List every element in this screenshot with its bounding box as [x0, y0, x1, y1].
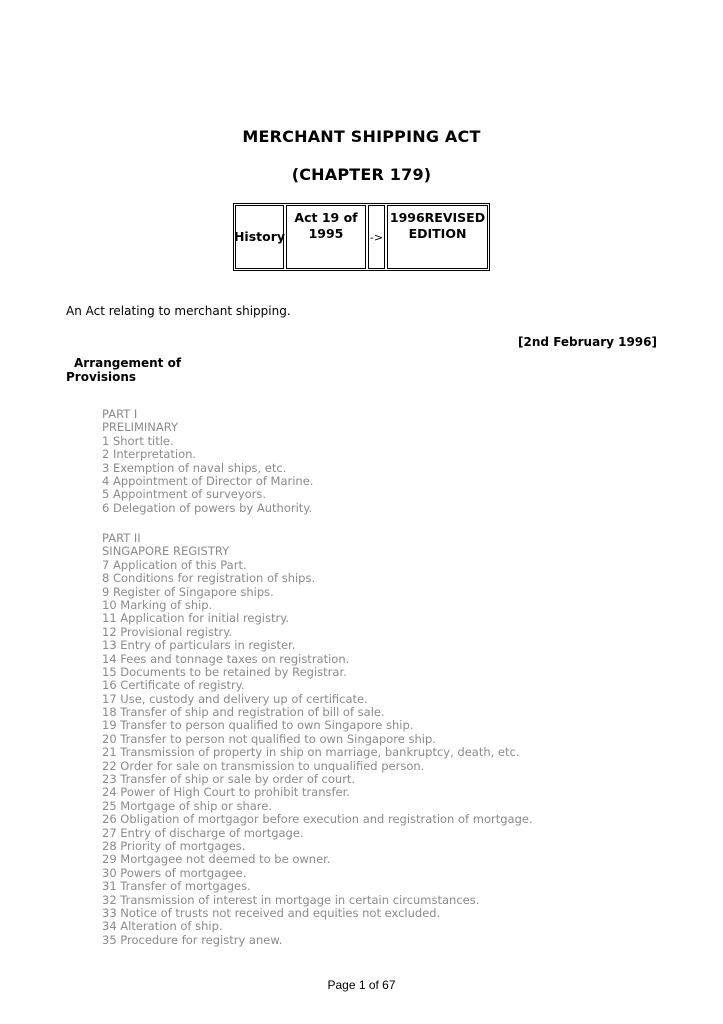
toc-section-link[interactable]: 23 Transfer of ship or sale by order of court.: [102, 772, 356, 787]
toc-section-link[interactable]: 16 Certificate of registry.: [102, 678, 245, 693]
toc-section-link[interactable]: 14 Fees and tonnage taxes on registration.: [102, 651, 350, 666]
history-edition-line1[interactable]: 1996REVISED: [389, 210, 486, 225]
toc-section-link[interactable]: 34 Alteration of ship.: [102, 919, 223, 934]
toc-section-link[interactable]: 21 Transmission of property in ship on marriage, bankruptcy, death, etc.: [102, 745, 520, 760]
toc-section-link[interactable]: 27 Entry of discharge of mortgage.: [102, 825, 304, 840]
toc-section-link[interactable]: 18 Transfer of ship and registration of bill of sale.: [102, 705, 385, 720]
act-description: An Act relating to merchant shipping.: [66, 304, 291, 318]
history-act-cell[interactable]: [286, 205, 366, 269]
toc-section-link[interactable]: 15 Documents to be retained by Registrar.: [102, 664, 347, 679]
toc-section-link[interactable]: 2 Interpretation.: [102, 447, 197, 462]
toc-section-link[interactable]: 13 Entry of particulars in register.: [102, 638, 296, 653]
history-edition-cell[interactable]: [387, 205, 488, 269]
toc-part-2: [102, 532, 533, 947]
toc-section-link[interactable]: 20 Transfer to person not qualified to own Singapore ship.: [102, 731, 436, 746]
toc-section-link[interactable]: 17 Use, custody and delivery up of certificate.: [102, 691, 368, 706]
toc-section-link[interactable]: 7 Application of this Part.: [102, 557, 247, 572]
toc-section-link[interactable]: 8 Conditions for registration of ships.: [102, 571, 316, 586]
toc-section-link[interactable]: 30 Powers of mortgagee.: [102, 865, 247, 880]
toc-section-link[interactable]: 19 Transfer to person qualified to own Singapore ship.: [102, 718, 414, 733]
toc-section-link[interactable]: 10 Marking of ship.: [102, 597, 213, 612]
toc-section-link[interactable]: 31 Transfer of mortgages.: [102, 879, 251, 894]
history-year[interactable]: 1995: [308, 226, 344, 241]
toc-part-1: [102, 408, 313, 515]
toc-section-link[interactable]: 5 Appointment of surveyors.: [102, 487, 267, 502]
toc-section-link[interactable]: 9 Register of Singapore ships.: [102, 584, 274, 599]
history-edition-line2[interactable]: EDITION: [408, 226, 467, 241]
chapter-number: (CHAPTER 179): [291, 165, 432, 184]
toc-section-link[interactable]: 3 Exemption of naval ships, etc.: [102, 460, 287, 475]
toc-section-link[interactable]: 25 Mortgage of ship or share.: [102, 798, 272, 813]
toc-section-link[interactable]: 4 Appointment of Director of Marine.: [102, 473, 314, 488]
toc-section-link[interactable]: 6 Delegation of powers by Authority.: [102, 500, 313, 515]
toc-section-link[interactable]: 32 Transmission of interest in mortgage in certain circumstances.: [102, 892, 480, 907]
history-table: [233, 203, 490, 271]
commencement-date: [2nd February 1996]: [518, 335, 657, 349]
toc-section-link[interactable]: 11 Application for initial registry.: [102, 611, 290, 626]
toc-section-link[interactable]: 22 Order for sale on transmission to unqualified person.: [102, 758, 425, 773]
toc-section-link[interactable]: 28 Priority of mortgages.: [102, 838, 246, 853]
document-title: MERCHANT SHIPPING ACT: [242, 127, 481, 146]
toc-part-name[interactable]: SINGAPORE REGISTRY: [102, 544, 230, 559]
toc-section-link[interactable]: 1 Short title.: [102, 433, 174, 448]
toc-part-heading[interactable]: PART II: [102, 531, 141, 545]
page-number: Page 1 of 67: [327, 978, 396, 992]
toc-section-link[interactable]: 29 Mortgagee not deemed to be owner.: [102, 852, 331, 867]
toc-section-link[interactable]: 24 Power of High Court to prohibit transfer.: [102, 785, 350, 800]
toc-section-link[interactable]: 35 Procedure for registry anew.: [102, 932, 283, 947]
toc-part-heading[interactable]: PART I: [102, 407, 138, 421]
toc-section-link[interactable]: 33 Notice of trusts not received and equities not excluded.: [102, 905, 441, 920]
arrangement-heading-line2: Provisions: [66, 370, 137, 384]
toc-section-link[interactable]: 26 Obligation of mortgagor before execution and registration of mortgage.: [102, 812, 533, 827]
history-label: History: [233, 229, 286, 244]
toc-section-link[interactable]: 12 Provisional registry.: [102, 624, 233, 639]
history-act[interactable]: Act 19 of: [294, 210, 358, 225]
history-label-cell: [235, 205, 284, 269]
toc-part-name[interactable]: PRELIMINARY: [102, 420, 179, 435]
history-arrow-cell: [368, 205, 385, 269]
arrangement-heading-line1: Arrangement of: [74, 356, 182, 370]
arrangement-heading: [66, 356, 181, 384]
arrow-icon: ->: [369, 231, 384, 244]
